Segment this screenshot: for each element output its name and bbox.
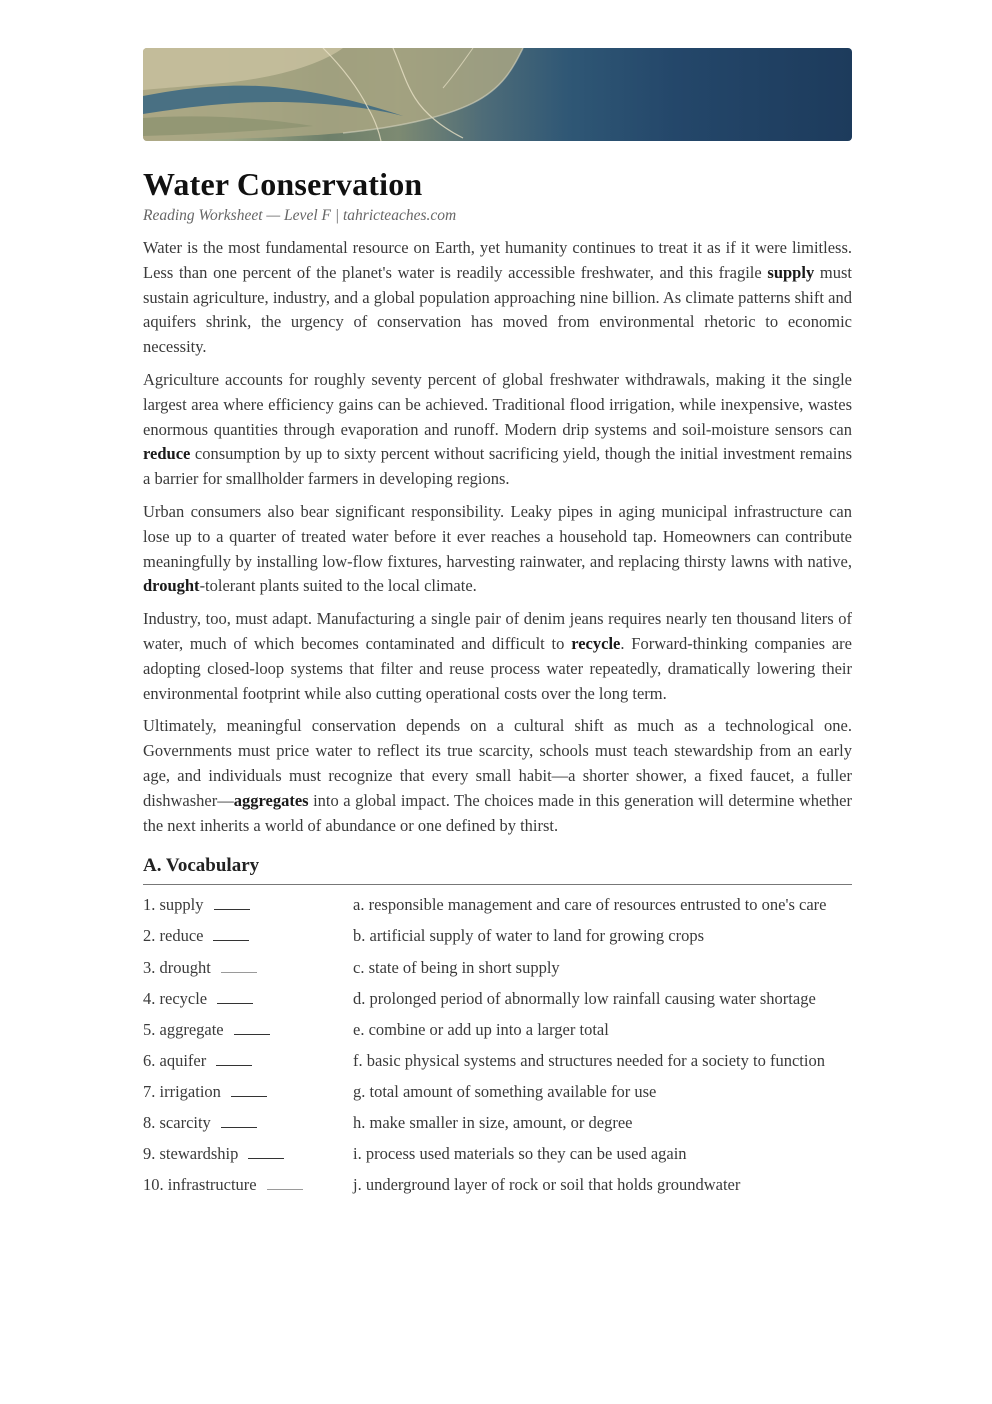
vocab-term-label: 8. scarcity: [143, 1112, 211, 1132]
passage-text: must sustain agriculture, industry, and a global population approaching nine billion. As climate patterns shift and aquifers shrink, the urgency of conservation has moved from environmental rhetoric to economic necessity.: [143, 262, 853, 357]
vocab-row: [143, 891, 852, 922]
vocab-definition: c. state of being in short supply: [353, 957, 560, 977]
vocab-row: [143, 1140, 852, 1171]
passage-text: Industry, too, must adapt. Manufacturing a single pair of denim jeans requires nearly ten thousand liters of water, much of which becomes contaminated and difficult to: [143, 609, 852, 653]
answer-blank[interactable]: [267, 1176, 303, 1190]
aerial-landscape-illustration: [143, 48, 852, 141]
vocab-definition: h. make smaller in size, amount, or degree: [353, 1112, 633, 1132]
vocab-definition: i. process used materials so they can be used again: [353, 1144, 687, 1164]
vocab-term: [143, 1144, 284, 1164]
vocab-row: [143, 1016, 852, 1047]
page-subtitle: Reading Worksheet — Level F | tahricteaches.com: [143, 207, 457, 224]
answer-blank[interactable]: [217, 990, 253, 1004]
passage-text: Agriculture accounts for roughly seventy percent of global freshwater withdrawals, making it the single largest area where efficiency gains can be achieved. Traditional flood irrigation, while inexpensive, wastes enormous quantities through evaporation and runoff. Modern drip systems and soil-moisture sensors can: [143, 369, 852, 439]
passage-paragraph: [143, 714, 852, 838]
banner-image: [143, 48, 852, 141]
vocab-row: [143, 1109, 852, 1140]
vocab-term-label: 3. drought: [143, 957, 211, 977]
answer-blank[interactable]: [248, 1145, 284, 1159]
vocab-term: [143, 926, 249, 946]
vocab-row: [143, 1171, 852, 1202]
vocab-definition: d. prolonged period of abnormally low rainfall causing water shortage: [353, 988, 816, 1008]
vocab-row: [143, 1047, 852, 1078]
vocab-term-label: 1. supply: [143, 895, 204, 915]
vocab-definition: b. artificial supply of water to land for growing crops: [353, 926, 704, 946]
vocab-term-label: 10. infrastructure: [143, 1175, 257, 1195]
vocab-definition: a. responsible management and care of resources entrusted to one's care: [353, 895, 827, 915]
vocab-word-highlight: supply: [767, 262, 815, 282]
vocab-term-label: 2. reduce: [143, 926, 204, 946]
answer-blank[interactable]: [214, 896, 250, 910]
vocab-word-highlight: recycle: [571, 633, 621, 653]
passage-paragraph: [143, 368, 852, 492]
answer-blank[interactable]: [213, 927, 249, 941]
vocab-term-label: 4. recycle: [143, 988, 208, 1008]
vocab-row: [143, 954, 852, 985]
vocab-definition: e. combine or add up into a larger total: [353, 1019, 609, 1039]
passage-text: Ultimately, meaningful conservation depends on a cultural shift as much as a technological one. Governments must price water to reflect its true scarcity, schools must teach stewardship from an early age, and individuals must recognize that every small habit—a shorter shower, a fixed faucet, a fuller dishwasher—: [143, 716, 852, 810]
passage-paragraph: [143, 236, 852, 360]
passage-text: -tolerant plants suited to the local climate.: [199, 576, 477, 596]
vocab-definition: f. basic physical systems and structures needed for a society to function: [353, 1050, 825, 1070]
answer-blank[interactable]: [234, 1021, 270, 1035]
passage-paragraph: [143, 500, 852, 599]
page-title: Water Conservation: [143, 166, 423, 202]
answer-blank[interactable]: [221, 959, 257, 973]
vocab-row: [143, 922, 852, 953]
vocabulary-matching-list: [143, 891, 852, 1202]
vocab-term: [143, 1051, 252, 1071]
vocab-row: [143, 1078, 852, 1109]
passage-text: into a global impact. The choices made in this generation will determine whether the next inherits a world of abundance or one defined by thirst.: [143, 790, 852, 835]
vocab-term: [143, 1175, 303, 1195]
vocab-definition: j. underground layer of rock or soil that holds groundwater: [353, 1175, 741, 1195]
vocab-word-highlight: aggregates: [233, 790, 309, 810]
vocab-term: [143, 1082, 267, 1102]
vocab-definition: g. total amount of something available for use: [353, 1081, 657, 1101]
vocab-term-label: 6. aquifer: [143, 1050, 207, 1070]
vocab-term: [143, 1020, 270, 1040]
answer-blank[interactable]: [216, 1052, 252, 1066]
vocab-term: [143, 895, 250, 915]
vocab-term: [143, 989, 253, 1009]
passage-text: consumption by up to sixty percent without sacrificing yield, though the initial investment remains a barrier for smallholder farmers in developing regions.: [143, 444, 852, 489]
vocab-term-label: 5. aggregate: [143, 1019, 224, 1039]
answer-blank[interactable]: [221, 1114, 257, 1128]
worksheet-page: [143, 48, 852, 1202]
passage-text: . Forward-thinking companies are adopting closed-loop systems that filter and reuse process water repeatedly, dramatically lowering their environmental footprint while also cutting operational costs over the long term.: [143, 633, 853, 703]
reading-passage: [143, 236, 852, 838]
vocab-word-highlight: reduce: [143, 444, 191, 464]
passage-paragraph: [143, 607, 852, 706]
vocab-term-label: 7. irrigation: [143, 1081, 221, 1101]
vocabulary-heading: A. Vocabulary: [143, 854, 852, 885]
vocab-term: [143, 958, 257, 978]
vocab-word-highlight: drought: [143, 576, 200, 596]
vocab-term-label: 9. stewardship: [143, 1144, 239, 1164]
vocab-term: [143, 1113, 257, 1133]
passage-text: Urban consumers also bear significant responsibility. Leaky pipes in aging municipal infrastructure can lose up to a quarter of treated water before it ever reaches a household tap. Homeowners can contribute meaningfully by installing low-flow fixtures, harvesting rainwater, and replacing thirsty lawns with native,: [143, 501, 852, 571]
answer-blank[interactable]: [231, 1083, 267, 1097]
passage-text: Water is the most fundamental resource on Earth, yet humanity continues to treat it as if it were limitless. Less than one percent of the planet's water is readily accessible freshwater, and this fragile: [143, 238, 852, 282]
vocab-row: [143, 985, 852, 1016]
